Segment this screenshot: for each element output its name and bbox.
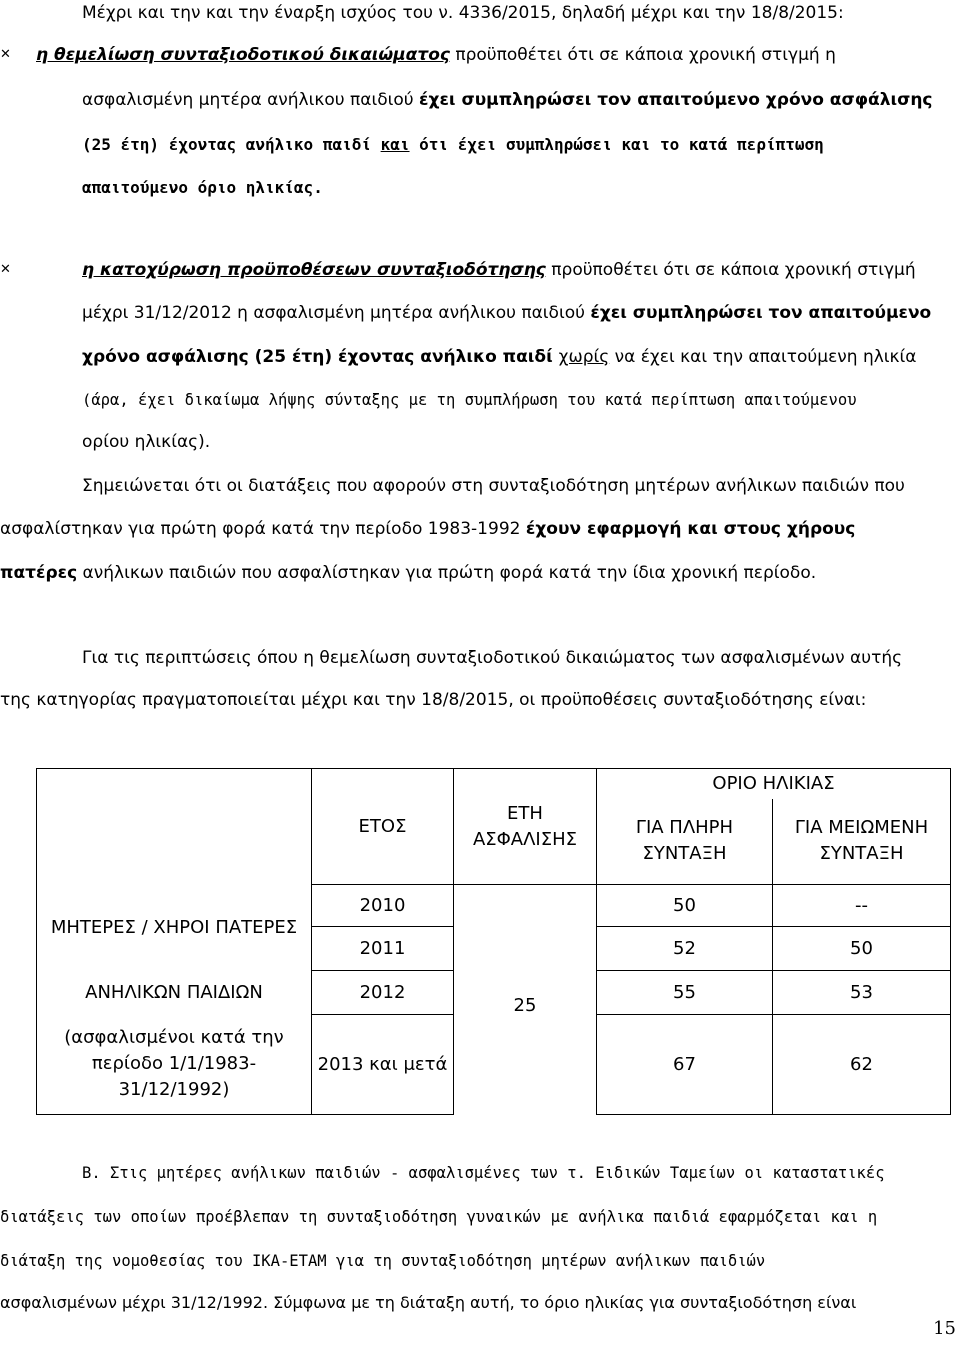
column-header-full-pension: ΓΙΑ ΠΛΗΡΗ ΣΥΝΤΑΞΗ: [597, 799, 773, 885]
bullet2-bold-text: χρόνο ασφάλισης (25 έτη) έχοντας ανήλικο παιδί: [82, 347, 559, 367]
table-cell-year: 2010: [312, 885, 454, 927]
sectionB-line1: Β. Στις μητέρες ανήλικων παιδιών - ασφαλισμένες των τ. Ειδικών Ταμείων οι καταστατικές: [82, 1164, 885, 1182]
bullet1-label: η θεμελίωση συνταξιοδοτικού δικαιώματος: [36, 45, 450, 65]
table-cell-year: 2013 και μετά: [312, 1015, 454, 1115]
bullet-cross-icon: ✕: [0, 47, 11, 62]
bullet-item-1: [0, 44, 836, 66]
bullet1-underlined-text: και: [380, 135, 410, 154]
retirement-conditions-table: [36, 768, 951, 1115]
page-number: 15: [933, 1318, 956, 1339]
note-bold-text: πατέρες: [0, 563, 78, 583]
intro-line: Μέχρι και την και την έναρξη ισχύος του ν. 4336/2015, δηλαδή μέχρι και την 18/8/2015:: [82, 3, 844, 23]
bullet1-line2: [82, 89, 933, 111]
bullet2-bold-text: έχει συμπληρώσει τον απαιτούμενο: [590, 303, 932, 323]
bullet2-line5: ορίου ηλικίας).: [82, 432, 211, 452]
bullet1-line4: απαιτούμενο όριο ηλικίας.: [82, 178, 323, 197]
bullet2-line3: [82, 346, 917, 368]
table-cell-year: 2011: [312, 927, 454, 971]
table-blank-cell: [37, 769, 312, 799]
bullet1-bold-text: ότι έχει συμπληρώσει και το κατά περίπτωση: [409, 135, 824, 154]
note-line3: [0, 562, 816, 584]
bullet2-line4: (άρα, έχει δικαίωμα λήψης σύνταξης με τη συμπλήρωση του κατά περίπτωση απαιτούμενου: [82, 391, 857, 409]
sectionB-line3: διάταξη της νομοθεσίας του ΙΚΑ-ΕΤΑΜ για τη συνταξιοδότηση μητέρων ανήλικων παιδιών: [0, 1252, 766, 1270]
note-line2: [0, 518, 855, 540]
column-header-age-limit: ΟΡΙΟ ΗΛΙΚΙΑΣ: [597, 769, 951, 799]
sectionB-line4: ασφαλισμένων μέχρι 31/12/1992. Σύμφωνα με τη διάταξη αυτή, το όριο ηλικίας για συνταξιοδότηση είναι: [0, 1293, 857, 1312]
category-label: ΜΗΤΕΡΕΣ / ΧΗΡΟΙ ΠΑΤΕΡΕΣ: [37, 885, 312, 971]
table-cell-full: 50: [597, 885, 773, 927]
category-note: (ασφαλισμένοι κατά την περίοδο 1/1/1983-31/12/1992): [37, 1015, 312, 1115]
note-line1: Σημειώνεται ότι οι διατάξεις που αφορούν στη συνταξιοδότηση μητέρων ανήλικων παιδιών που: [82, 476, 905, 496]
table-cell-years-insurance: 25: [454, 885, 597, 1115]
bullet1-text: ασφαλισμένη μητέρα ανήλικου παιδιού: [82, 90, 420, 110]
para2-line1: Για τις περιπτώσεις όπου η θεμελίωση συνταξιοδοτικού δικαιώματος των ασφαλισμένων αυτής: [82, 648, 903, 668]
bullet1-line3: [82, 134, 824, 156]
column-header-years-insurance: ΕΤΗ ΑΣΦΑΛΙΣΗΣ: [454, 769, 597, 885]
bullet2-label: η κατοχύρωση προϋποθέσεων συνταξιοδότησης: [82, 260, 546, 280]
table-cell-reduced: 50: [773, 927, 951, 971]
column-header-year: ΕΤΟΣ: [312, 769, 454, 885]
note-bold-text: έχουν εφαρμογή και στους χήρους: [525, 519, 856, 539]
sectionB-line2: διατάξεις των οποίων προέβλεπαν τη συνταξιοδότηση γυναικών με ανήλικα παιδιά εφαρμόζεται και η: [0, 1208, 878, 1226]
bullet1-bold-text: έχει συμπληρώσει τον απαιτούμενο χρόνο ασφάλισης: [419, 90, 933, 110]
bullet2-text: μέχρι 31/12/2012 η ασφαλισμένη μητέρα ανήλικου παιδιού: [82, 303, 591, 323]
para2-line2: της κατηγορίας πραγματοποιείται μέχρι και την 18/8/2015, οι προϋποθέσεις συνταξιοδότησης είναι:: [0, 690, 867, 710]
bullet2-text: να έχει και την απαιτούμενη ηλικία: [609, 347, 917, 367]
table-cell-reduced: 62: [773, 1015, 951, 1115]
bullet2-line2: [82, 302, 931, 324]
table-cell-full: 52: [597, 927, 773, 971]
bullet1-bold-text: (25 έτη) έχοντας ανήλικο παιδί: [82, 135, 381, 154]
table-cell-reduced: --: [773, 885, 951, 927]
table-cell-full: 67: [597, 1015, 773, 1115]
category-label: ΑΝΗΛΙΚΩΝ ΠΑΙΔΙΩΝ: [37, 971, 312, 1015]
bullet2-text: προϋποθέτει ότι σε κάποια χρονική στιγμή: [545, 260, 916, 280]
table-blank-cell: [37, 799, 312, 885]
bullet2-underlined-text: χωρίς: [558, 347, 610, 367]
bullet1-text: προϋποθέτει ότι σε κάποια χρονική στιγμή η: [449, 45, 836, 65]
column-header-reduced-pension: ΓΙΑ ΜΕΙΩΜΕΝΗ ΣΥΝΤΑΞΗ: [773, 799, 951, 885]
bullet-cross-icon: ✕: [0, 262, 11, 277]
note-text: ανήλικων παιδιών που ασφαλίστηκαν για πρώτη φορά κατά την ίδια χρονική περίοδο.: [77, 563, 817, 583]
bullet-item-2: [0, 259, 916, 281]
table-cell-reduced: 53: [773, 971, 951, 1015]
note-text: ασφαλίστηκαν για πρώτη φορά κατά την περίοδο 1983-1992: [0, 519, 526, 539]
table-cell-year: 2012: [312, 971, 454, 1015]
table-cell-full: 55: [597, 971, 773, 1015]
